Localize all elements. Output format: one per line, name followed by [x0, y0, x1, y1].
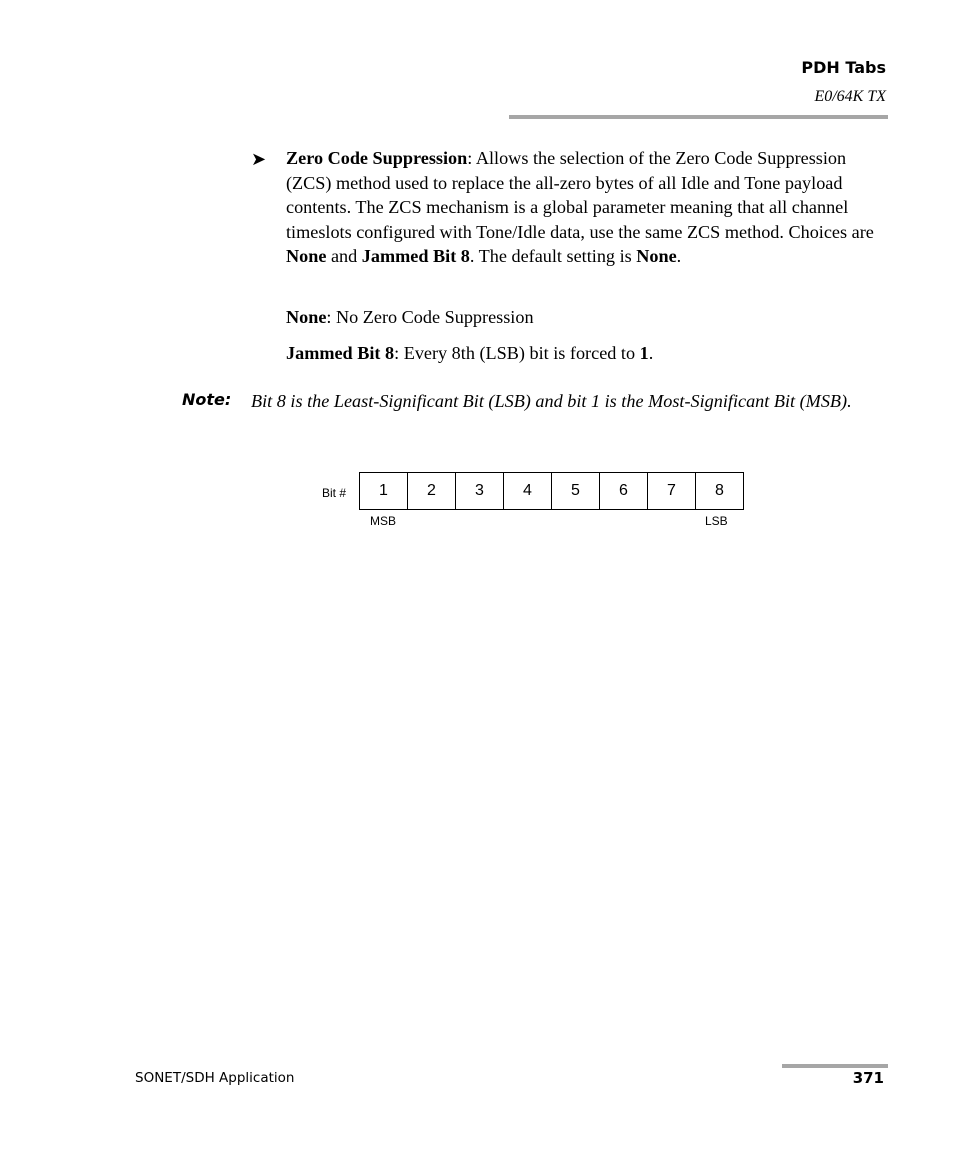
- zcs-term: Zero Code Suppression: [286, 148, 468, 168]
- header-divider: [509, 115, 888, 119]
- zcs-and: and: [326, 246, 362, 267]
- page-header-subtitle: E0/64K TX: [814, 88, 886, 105]
- option-jammed-desc: : Every 8th (LSB) bit is forced to: [394, 343, 640, 363]
- msb-label: MSB: [370, 514, 397, 528]
- zcs-choice-none: None: [286, 246, 327, 267]
- bit-cell: 7: [648, 473, 696, 509]
- option-none-term: None: [286, 307, 327, 327]
- page-number: 371: [852, 1069, 884, 1087]
- bit-cell: 8: [696, 473, 744, 509]
- zcs-default-value: None: [636, 246, 677, 267]
- page-header-title: PDH Tabs: [801, 58, 886, 77]
- bit-number-label: Bit #: [322, 486, 347, 500]
- zcs-period: .: [676, 246, 682, 267]
- bit-cells-row: [359, 472, 744, 510]
- zcs-desc-1: : Allows the selection of the Zero Code Suppression (ZCS) method used to replace the all-zero bytes of all Idle and Tone payload contents. The ZCS mechanism is a global parameter meaning that all channel timeslots configured with Tone/Idle data, use the same ZCS method. Choices are: [286, 148, 874, 242]
- bit-cell: 4: [504, 473, 552, 509]
- zcs-choice-jammed: Jammed Bit 8: [361, 246, 470, 267]
- note-label: Note:: [182, 390, 232, 409]
- note-text: Bit 8 is the Least-Significant Bit (LSB) and bit 1 is the Most-Significant Bit (MSB).: [251, 391, 852, 411]
- bit-cell: 5: [552, 473, 600, 509]
- footer-divider: [782, 1064, 888, 1068]
- option-jammed-value: 1: [639, 343, 649, 363]
- footer-document-title: SONET/SDH Application: [135, 1070, 295, 1086]
- bit-order-diagram: [320, 472, 750, 532]
- option-none: [286, 305, 886, 330]
- option-jammed-period: .: [648, 343, 654, 363]
- zcs-paragraph: [286, 146, 886, 269]
- bullet-arrow-icon: ➤: [251, 149, 267, 170]
- zcs-desc-2: . The default setting is: [469, 246, 637, 267]
- option-jammed-term: Jammed Bit 8: [286, 343, 395, 363]
- bit-cell: 3: [456, 473, 504, 509]
- bit-cell: 1: [360, 473, 408, 509]
- option-jammed: [286, 341, 886, 366]
- option-none-desc: : No Zero Code Suppression: [326, 307, 534, 327]
- bit-cell: 6: [600, 473, 648, 509]
- bit-cell: 2: [408, 473, 456, 509]
- lsb-label: LSB: [705, 514, 728, 528]
